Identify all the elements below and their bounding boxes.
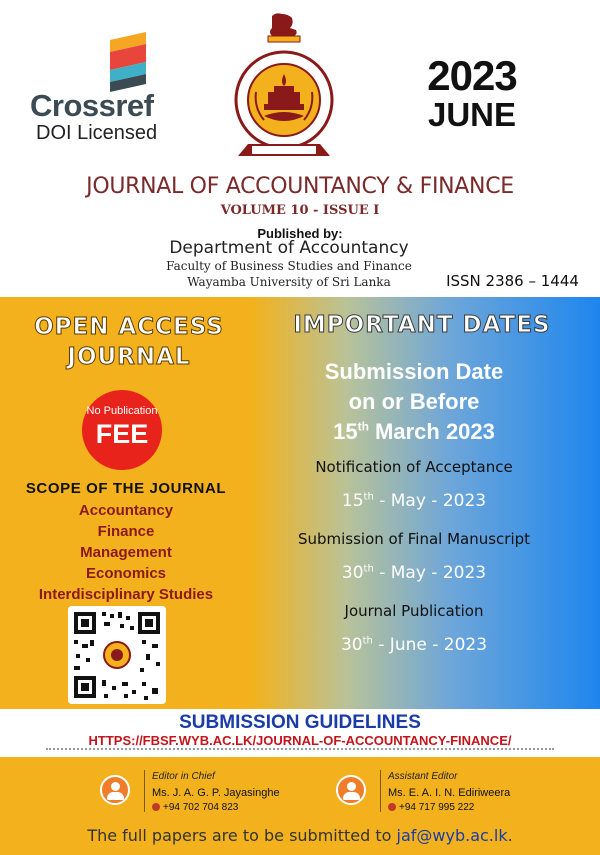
- scope-item: Finance: [97, 523, 155, 540]
- scope-item: Economics: [85, 565, 167, 582]
- crossref-wordmark: Crossref: [30, 88, 154, 123]
- issn-number: ISSN 2386 – 1444: [446, 272, 579, 290]
- open-access-line2: JOURNAL: [67, 344, 191, 370]
- submission-day-suffix: th: [357, 419, 369, 434]
- scope-item: Management: [80, 544, 172, 561]
- editor-divider: [144, 770, 145, 812]
- date-rest: - May - 2023: [373, 563, 487, 583]
- date-heading: Submission of Final Manuscript: [297, 530, 531, 548]
- important-dates-heading: IMPORTANT DATES: [293, 312, 551, 338]
- department-name: Department of Accountancy: [169, 238, 409, 258]
- submission-guidelines-heading: SUBMISSION GUIDELINES: [179, 712, 421, 733]
- date-rest: - May - 2023: [373, 491, 487, 511]
- doi-licensed-label: DOI Licensed: [36, 122, 158, 144]
- date-day-suffix: th: [363, 491, 374, 503]
- open-access-heading: [0, 312, 258, 372]
- date-day: 15: [341, 491, 364, 511]
- faculty-name: Faculty of Business Studies and Finance: [166, 259, 412, 273]
- submission-date-line1: Submission Date: [324, 359, 504, 384]
- crossref-logo: [102, 32, 152, 92]
- phone-icon: [388, 803, 396, 811]
- assistant-phone-row: [388, 802, 474, 813]
- note-suffix: .: [507, 826, 513, 845]
- scope-item: Accountancy: [78, 502, 174, 519]
- phone-icon: [152, 803, 160, 811]
- university-seal: [228, 12, 340, 170]
- date-heading: Notification of Acceptance: [315, 458, 513, 476]
- qr-code[interactable]: [68, 606, 166, 704]
- date-value: [272, 635, 556, 655]
- editor-name: Ms. J. A. G. P. Jayasinghe: [152, 787, 280, 799]
- scope-heading: SCOPE OF THE JOURNAL: [25, 480, 227, 497]
- submission-deadline: [272, 419, 556, 445]
- issue-month: JUNE: [427, 96, 517, 133]
- date-heading: Journal Publication: [344, 602, 484, 620]
- date-value: [272, 491, 556, 511]
- editor-person-icon: [100, 775, 130, 805]
- date-rest: - June - 2023: [372, 635, 488, 655]
- journal-title: JOURNAL OF ACCOUNTANCY & FINANCE: [86, 174, 514, 199]
- volume-issue: VOLUME 10 - ISSUE I: [220, 203, 380, 218]
- fee-badge-text: FEE: [95, 419, 149, 449]
- scope-list: [0, 500, 252, 605]
- open-access-line1: OPEN ACCESS: [34, 314, 224, 340]
- editor-role: Editor in Chief: [152, 771, 215, 782]
- submission-day: 15: [333, 419, 358, 444]
- scope-item: Interdisciplinary Studies: [38, 586, 214, 603]
- assistant-divider: [380, 770, 381, 812]
- date-day: 30: [340, 635, 363, 655]
- dotted-divider: [46, 748, 554, 750]
- submission-note: [0, 826, 600, 845]
- assistant-phone: +94 717 995 222: [399, 802, 475, 813]
- assistant-role: Assistant Editor: [388, 771, 458, 782]
- issue-year: 2023: [427, 52, 517, 99]
- submission-month-year: March 2023: [368, 419, 495, 444]
- no-fee-badge: [82, 390, 162, 470]
- assistant-name: Ms. E. A. I. N. Ediriweera: [388, 787, 511, 799]
- date-value: [272, 563, 556, 583]
- submission-date-line2: on or Before: [348, 389, 480, 414]
- university-name: Wayamba University of Sri Lanka: [187, 275, 391, 289]
- published-by-label: Published by:: [257, 226, 343, 241]
- note-prefix: The full papers are to be submitted to: [87, 826, 397, 845]
- editor-phone: +94 702 704 823: [163, 802, 239, 813]
- editor-phone-row: [152, 802, 238, 813]
- date-day-suffix: th: [362, 635, 373, 647]
- guidelines-link[interactable]: HTTPS://FBSF.WYB.AC.LK/JOURNAL-OF-ACCOUNTANCY-FINANCE/: [88, 733, 512, 748]
- date-day-suffix: th: [363, 563, 374, 575]
- fee-badge-caption: No Publication: [86, 405, 158, 417]
- submission-email-link[interactable]: jaf@wyb.ac.lk: [396, 826, 508, 845]
- assistant-person-icon: [336, 775, 366, 805]
- date-day: 30: [341, 563, 364, 583]
